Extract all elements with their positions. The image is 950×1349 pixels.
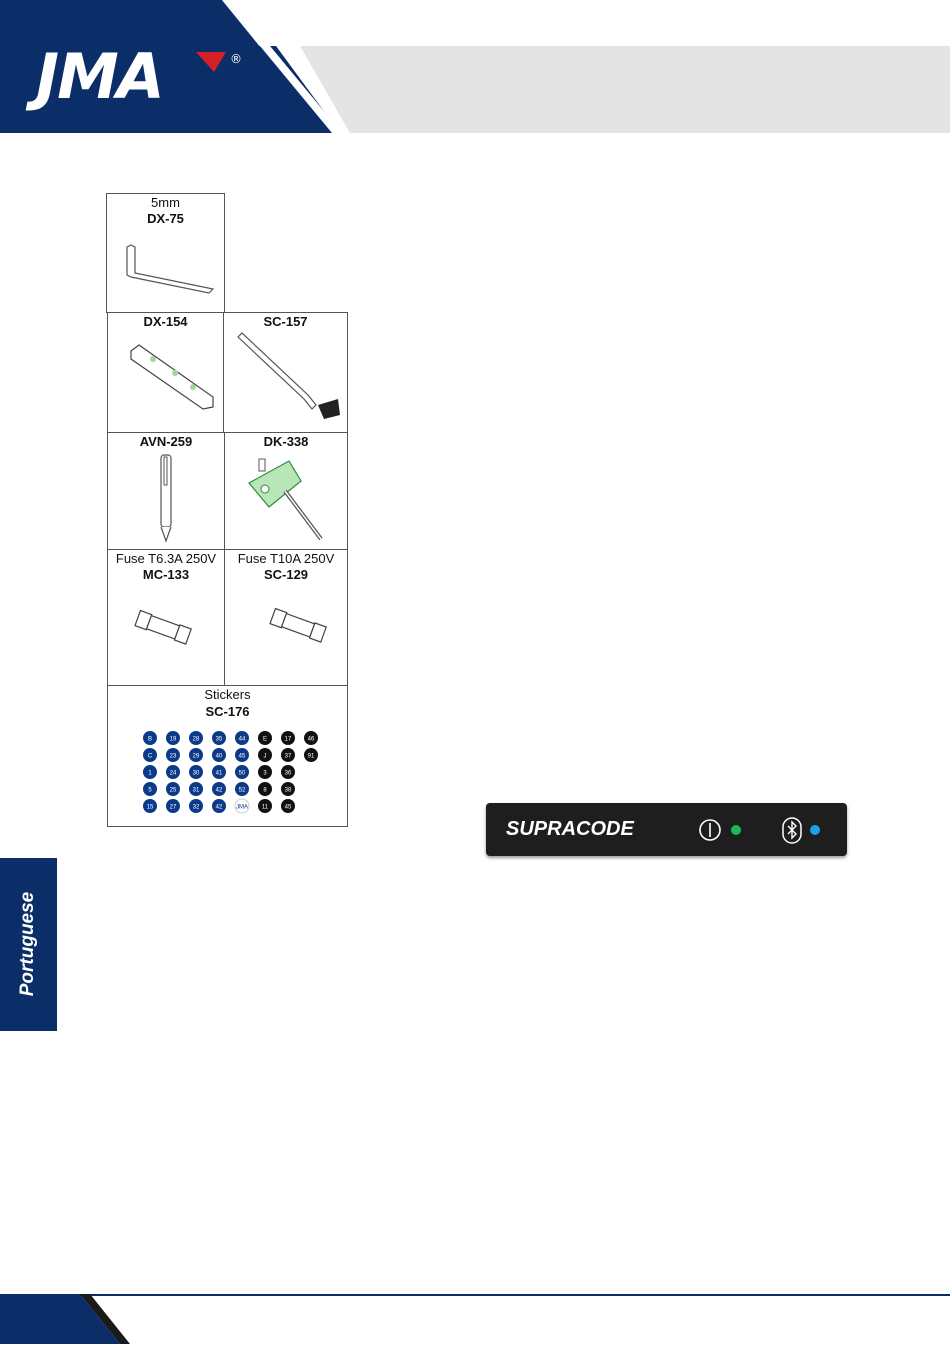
language-label: Portuguese <box>17 891 38 997</box>
sticker-label: 8 <box>263 787 267 794</box>
sticker-label: 25 <box>169 787 177 794</box>
fuse-rating: Fuse T10A 250V <box>237 551 335 566</box>
sticker <box>189 782 203 796</box>
fuse-icon <box>130 608 200 648</box>
pen-icon <box>154 451 178 546</box>
hex-key-icon <box>117 239 217 299</box>
sticker-label: 31 <box>192 787 200 794</box>
accessory-code: SC-129 <box>263 567 309 582</box>
accessory-avn-259 <box>107 432 225 550</box>
sticker <box>189 731 203 745</box>
sticker <box>212 782 226 796</box>
screwdriver-icon <box>232 331 344 426</box>
accessory-code: MC-133 <box>142 567 190 582</box>
sticker-label: 15 <box>146 804 154 811</box>
sticker <box>258 731 272 745</box>
jma-logo: JMA <box>36 40 163 113</box>
accessory-sc-157 <box>223 312 348 433</box>
sticker <box>281 799 295 813</box>
sticker-label: 28 <box>192 736 200 743</box>
sticker-label: 27 <box>169 804 177 811</box>
sticker-label: 40 <box>215 753 223 760</box>
sticker-label: 35 <box>215 736 223 743</box>
sticker <box>258 748 272 762</box>
power-led <box>730 824 742 836</box>
sticker-label: B <box>147 736 153 743</box>
accessory-code: DX-75 <box>147 211 184 226</box>
sticker <box>212 765 226 779</box>
sticker <box>143 782 157 796</box>
sticker-label: JMA <box>236 804 248 811</box>
sticker <box>143 748 157 762</box>
registered-mark: ® <box>230 52 242 66</box>
accessory-dk-338 <box>224 432 348 550</box>
sticker-label: 46 <box>307 736 315 743</box>
accessory-sc-176 <box>107 685 348 827</box>
fuse-icon <box>265 606 335 646</box>
sticker <box>235 748 249 762</box>
footer-graphic <box>0 1290 950 1344</box>
sticker-label: 91 <box>307 753 315 760</box>
sticker-label: 19 <box>169 736 177 743</box>
sticker <box>166 731 180 745</box>
stickers-label: Stickers <box>204 687 251 702</box>
accessory-code: DK-338 <box>263 434 309 449</box>
sticker-label: 5 <box>148 787 152 794</box>
sticker <box>143 765 157 779</box>
sticker <box>212 731 226 745</box>
sticker <box>258 765 272 779</box>
fuse-rating: Fuse T6.3A 250V <box>115 551 217 566</box>
sticker-label: 3 <box>263 770 267 777</box>
sticker <box>189 765 203 779</box>
sticker <box>212 748 226 762</box>
sticker <box>235 799 249 813</box>
power-icon <box>698 818 724 844</box>
sticker <box>281 731 295 745</box>
sticker-label: 32 <box>192 804 200 811</box>
sticker-label: 52 <box>238 787 246 794</box>
sticker <box>143 799 157 813</box>
sticker <box>166 782 180 796</box>
sticker <box>235 782 249 796</box>
sticker-label: 42 <box>215 804 223 811</box>
sticker <box>166 765 180 779</box>
accessory-mc-133 <box>107 549 225 686</box>
sticker <box>143 731 157 745</box>
accessory-size: 5mm <box>151 195 180 210</box>
tool-bar-icon <box>123 339 218 414</box>
sticker-label: 44 <box>238 736 246 743</box>
sticker-label: J <box>263 753 267 760</box>
sticker <box>258 799 272 813</box>
sticker <box>281 782 295 796</box>
sticker-label: 30 <box>192 770 200 777</box>
sticker-label: 45 <box>284 804 292 811</box>
page-header <box>0 0 950 135</box>
accessory-sc-129 <box>224 549 348 686</box>
sticker-label: 41 <box>215 770 223 777</box>
sticker-label: 45 <box>238 753 246 760</box>
sticker-label: 23 <box>169 753 177 760</box>
sticker-label: C <box>147 753 153 760</box>
page-footer <box>0 1290 950 1344</box>
sticker-label: 1 <box>148 770 152 777</box>
sticker-label: 42 <box>215 787 223 794</box>
accessory-code: SC-157 <box>263 314 308 329</box>
sticker <box>166 748 180 762</box>
sticker <box>212 799 226 813</box>
sticker <box>304 748 318 762</box>
accessory-dx-75 <box>106 193 225 313</box>
sticker-label: 36 <box>284 770 292 777</box>
sticker <box>189 799 203 813</box>
sticker <box>304 731 318 745</box>
sticker-label: 29 <box>192 753 200 760</box>
sticker <box>281 748 295 762</box>
sticker-label: 38 <box>284 787 292 794</box>
accessory-code: SC-176 <box>205 704 250 719</box>
sticker <box>281 765 295 779</box>
sticker <box>235 765 249 779</box>
accessory-dx-154 <box>107 312 224 433</box>
bluetooth-icon <box>782 817 804 845</box>
sticker-sheet <box>138 728 328 818</box>
sticker-label: 17 <box>284 736 292 743</box>
supracode-panel <box>486 803 847 856</box>
accessory-code: DX-154 <box>143 314 188 329</box>
panel-label: SUPRACODE <box>506 818 634 840</box>
sticker-label: 11 <box>261 804 269 811</box>
sticker <box>166 799 180 813</box>
sticker-label: 37 <box>284 753 292 760</box>
green-key-icon <box>245 455 345 547</box>
accessory-code: AVN-259 <box>139 434 193 449</box>
sticker-label: E <box>262 736 268 743</box>
sticker <box>189 748 203 762</box>
sticker-label: 24 <box>169 770 177 777</box>
sticker <box>235 731 249 745</box>
bluetooth-led <box>809 824 821 836</box>
sticker <box>258 782 272 796</box>
sticker-label: 50 <box>238 770 246 777</box>
